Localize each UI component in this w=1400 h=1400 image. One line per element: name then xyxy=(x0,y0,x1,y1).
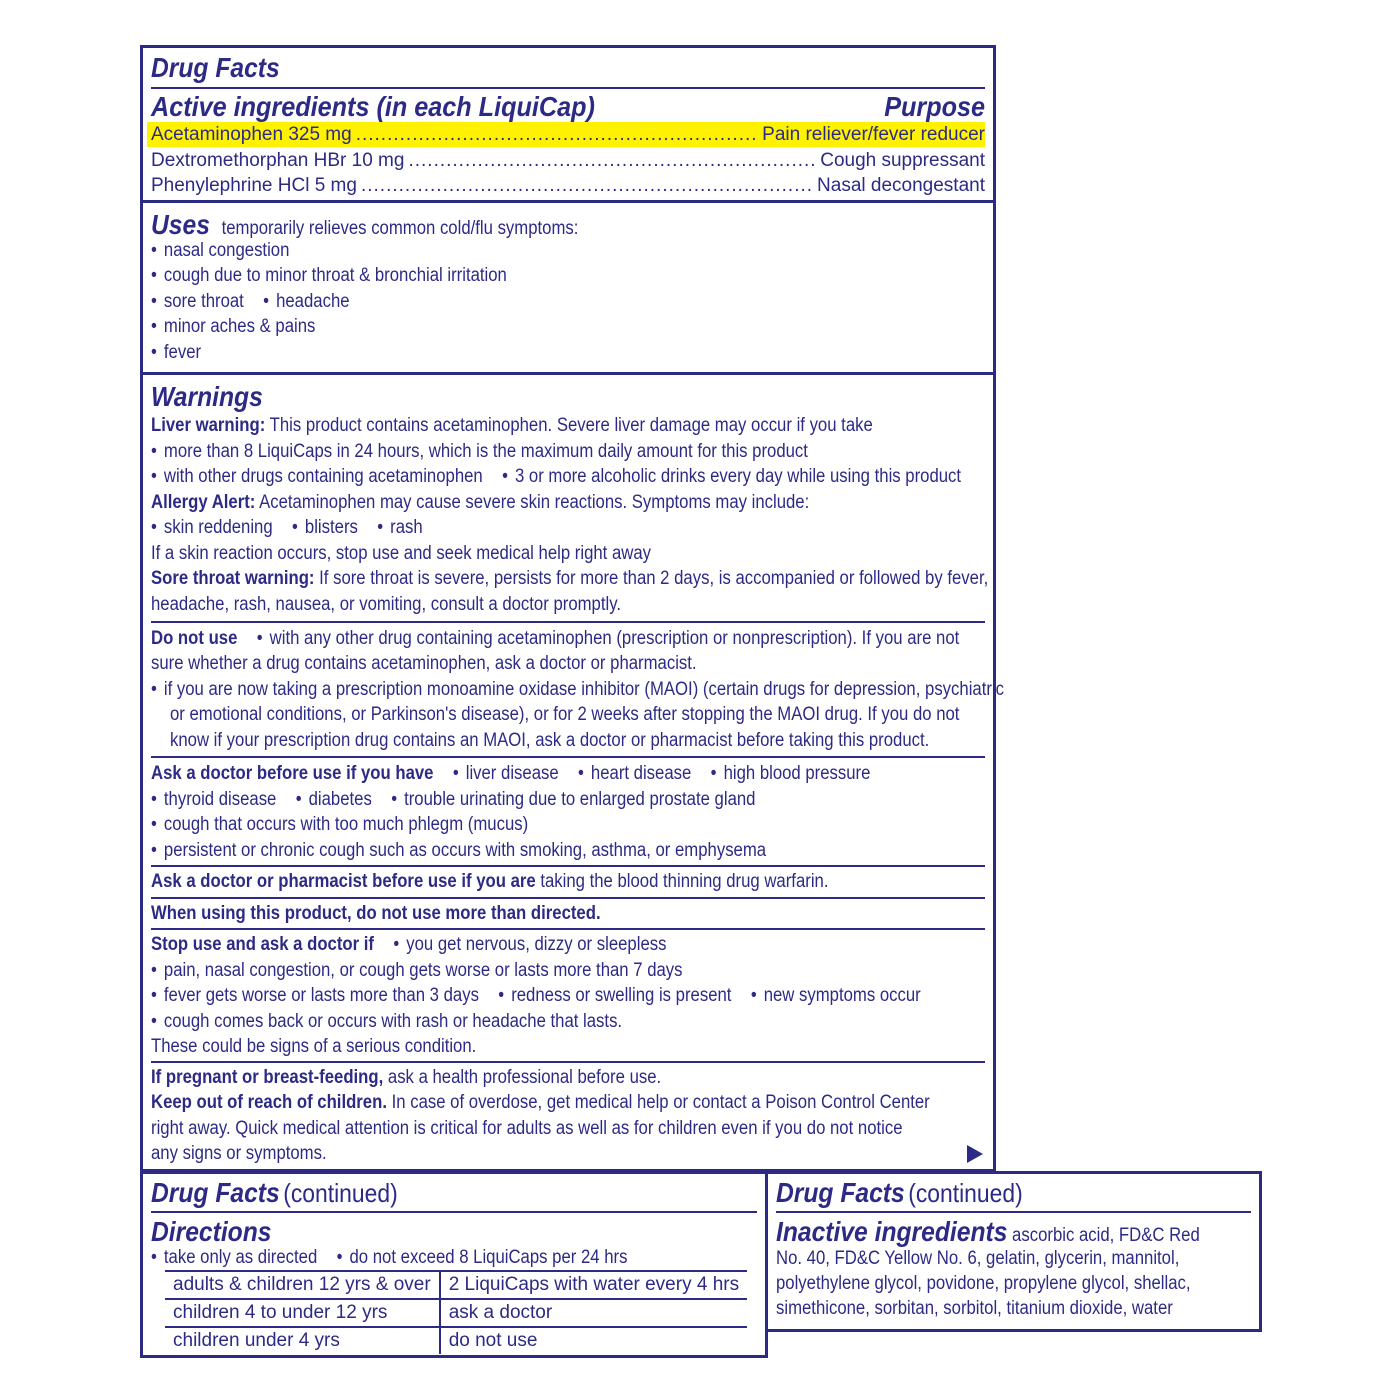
leader-dots xyxy=(361,173,813,198)
triangle-right-icon xyxy=(967,1145,983,1163)
dose-cell: ask a doctor xyxy=(440,1299,747,1327)
condition-item: • persistent or chronic cough such as occurs with smoking, asthma, or emphysema xyxy=(151,838,766,863)
do-not-use-item: • if you are now taking a prescription monoamine oxidase inhibitor (MAOI) (certain drugs for depression, psychiatric xyxy=(151,677,1004,702)
ingredient-purpose: Nasal decongestant xyxy=(817,175,985,196)
allergy-label: Allergy Alert: xyxy=(151,492,256,513)
when-using: When using this product, do not use more than directed. xyxy=(151,903,601,924)
ingredient-row-acetaminophen xyxy=(147,122,985,147)
ask-pharmacist xyxy=(151,869,828,894)
allergy-item: • skin reddening xyxy=(151,517,273,538)
ask-pharmacist-label: Ask a doctor or pharmacist before use if you are xyxy=(151,871,536,892)
liver-item: • with other drugs containing acetaminophen xyxy=(151,466,483,487)
continued-label: (continued) xyxy=(908,1178,1023,1208)
inactive-heading: Inactive ingredients xyxy=(776,1216,1008,1247)
stop-use-row xyxy=(151,932,666,957)
keep-out-text: In case of overdose, get medical help or contact a Poison Control Center xyxy=(391,1092,930,1113)
warnings-heading: Warnings xyxy=(151,381,263,412)
drug-facts-title: Drug Facts xyxy=(151,1177,280,1208)
section-divider xyxy=(143,372,993,375)
pregnancy-label: If pregnant or breast-feeding, xyxy=(151,1067,384,1088)
divider xyxy=(151,865,985,867)
uses-item-row xyxy=(151,289,350,314)
allergy-item: • blisters xyxy=(292,517,358,538)
direction-item: • take only as directed xyxy=(151,1247,317,1268)
ingredient-name: Dextromethorphan HBr 10 mg xyxy=(151,150,405,171)
directions-items xyxy=(151,1245,627,1270)
age-cell: adults & children 12 yrs & over xyxy=(165,1271,440,1299)
allergy-alert xyxy=(151,490,809,515)
uses-heading: Uses xyxy=(151,209,210,240)
directions-heading: Directions xyxy=(151,1216,272,1247)
purpose-heading: Purpose xyxy=(884,91,985,122)
condition-item: • trouble urinating due to enlarged prostate gland xyxy=(391,789,755,810)
uses-item: • fever xyxy=(151,340,201,365)
ingredient-purpose: Pain reliever/fever reducer xyxy=(762,124,985,145)
ask-doctor-row xyxy=(151,761,870,786)
inactive-text: polyethylene glycol, povidone, propylene glycol, shellac, xyxy=(776,1273,1191,1294)
ask-pharmacist-text: taking the blood thinning drug warfarin. xyxy=(540,871,829,892)
age-cell: children under 4 yrs xyxy=(165,1327,440,1354)
stop-item: • cough comes back or occurs with rash or headache that lasts. xyxy=(151,1009,622,1034)
dosing-table xyxy=(165,1270,747,1354)
divider xyxy=(151,621,985,623)
ingredient-row-dextromethorphan xyxy=(151,148,985,173)
do-not-use-cont: sure whether a drug contains acetaminophen, ask a doctor or pharmacist. xyxy=(151,653,697,674)
pregnancy-text: ask a health professional before use. xyxy=(387,1067,662,1088)
divider xyxy=(151,928,985,930)
stop-use-label: Stop use and ask a doctor if xyxy=(151,934,374,955)
divider xyxy=(151,756,985,758)
keep-out-label: Keep out of reach of children. xyxy=(151,1092,387,1113)
section-divider xyxy=(143,200,993,203)
active-ingredients-heading: Active ingredients (in each LiquiCap) xyxy=(151,91,595,122)
uses-item: • headache xyxy=(263,291,349,312)
stop-note: These could be signs of a serious condition. xyxy=(151,1036,477,1057)
allergy-items-row xyxy=(151,515,423,540)
liver-warning xyxy=(151,413,873,438)
allergy-item: • rash xyxy=(377,517,422,538)
table-row xyxy=(165,1271,747,1299)
table-row xyxy=(165,1299,747,1327)
drug-facts-title: Drug Facts xyxy=(776,1177,905,1208)
continued-label: (continued) xyxy=(283,1178,398,1208)
divider xyxy=(776,1211,1251,1213)
stop-item: • fever gets worse or lasts more than 3 days xyxy=(151,985,479,1006)
drug-facts-title: Drug Facts xyxy=(151,52,280,83)
divider xyxy=(151,897,985,899)
liver-warning-text: This product contains acetaminophen. Severe liver damage may occur if you take xyxy=(269,415,873,436)
table-row xyxy=(165,1327,747,1354)
ingredient-row-phenylephrine xyxy=(151,173,985,198)
uses-item: • cough due to minor throat & bronchial irritation xyxy=(151,263,507,288)
uses-item: • sore throat xyxy=(151,291,244,312)
divider xyxy=(151,1211,757,1213)
dose-cell: do not use xyxy=(440,1327,747,1354)
sore-throat-label: Sore throat warning: xyxy=(151,568,315,589)
allergy-text: Acetaminophen may cause severe skin reactions. Symptoms may include: xyxy=(259,492,810,513)
liver-warning-label: Liver warning: xyxy=(151,415,266,436)
condition-item: • cough that occurs with too much phlegm (mucus) xyxy=(151,812,528,837)
pregnancy-warning xyxy=(151,1065,661,1090)
keep-out-reach xyxy=(151,1090,930,1115)
ingredient-purpose: Cough suppressant xyxy=(820,150,985,171)
do-not-use-item: • with any other drug containing acetaminophen (prescription or nonprescription). If you are not xyxy=(257,628,960,649)
stop-item-row xyxy=(151,983,921,1008)
keep-out-text-cont: any signs or symptoms. xyxy=(151,1143,327,1164)
liver-item-row xyxy=(151,464,961,489)
dose-cell: 2 LiquiCaps with water every 4 hrs xyxy=(440,1271,747,1299)
sore-throat-warning xyxy=(151,566,988,591)
stop-item: • new symptoms occur xyxy=(751,985,921,1006)
condition-item: • liver disease xyxy=(453,763,559,784)
sore-throat-text: If sore throat is severe, persists for more than 2 days, is accompanied or followed by fever, xyxy=(319,568,989,589)
liver-item: • 3 or more alcoholic drinks every day while using this product xyxy=(502,466,961,487)
inactive-text: simethicone, sorbitan, sorbitol, titanium dioxide, water xyxy=(776,1298,1173,1319)
ingredient-name: Phenylephrine HCl 5 mg xyxy=(151,175,357,196)
inactive-ingredients-panel xyxy=(765,1171,1262,1332)
leader-dots xyxy=(356,122,758,147)
condition-item: • thyroid disease xyxy=(151,789,276,810)
continued-title xyxy=(151,1178,398,1212)
ingredient-name: Acetaminophen 325 mg xyxy=(151,124,352,145)
active-ingredients-header xyxy=(151,89,985,125)
sore-throat-text-cont: headache, rash, nausea, or vomiting, consult a doctor promptly. xyxy=(151,594,621,615)
inactive-text: No. 40, FD&C Yellow No. 6, gelatin, glycerin, mannitol, xyxy=(776,1248,1180,1269)
keep-out-text-cont: right away. Quick medical attention is critical for adults as well as for children even if you do not notice xyxy=(151,1118,903,1139)
do-not-use-cont: know if your prescription drug contains an MAOI, ask a doctor or pharmacist before taking this product. xyxy=(170,730,930,751)
do-not-use-cont: or emotional conditions, or Parkinson's disease), or for 2 weeks after stopping the MAOI drug. If you do not xyxy=(170,704,960,725)
stop-item: • redness or swelling is present xyxy=(498,985,731,1006)
leader-dots xyxy=(408,148,816,173)
inactive-text: ascorbic acid, FD&C Red xyxy=(1012,1225,1200,1246)
condition-item: • high blood pressure xyxy=(711,763,871,784)
condition-item: • heart disease xyxy=(578,763,691,784)
ask-doctor-row xyxy=(151,787,755,812)
uses-item: • minor aches & pains xyxy=(151,314,315,339)
do-not-use xyxy=(151,626,959,651)
continued-title xyxy=(776,1178,1023,1212)
directions-panel xyxy=(140,1171,768,1358)
stop-item: • pain, nasal congestion, or cough gets worse or lasts more than 7 days xyxy=(151,958,683,983)
uses-intro: temporarily relieves common cold/flu symptoms: xyxy=(221,218,579,239)
ask-doctor-label: Ask a doctor before use if you have xyxy=(151,763,434,784)
age-cell: children 4 to under 12 yrs xyxy=(165,1299,440,1327)
direction-item: • do not exceed 8 LiquiCaps per 24 hrs xyxy=(337,1247,628,1268)
drug-facts-panel xyxy=(140,45,1005,1172)
uses-item: • nasal congestion xyxy=(151,238,289,263)
divider xyxy=(151,1061,985,1063)
allergy-note: If a skin reaction occurs, stop use and seek medical help right away xyxy=(151,543,652,564)
stop-item: • you get nervous, dizzy or sleepless xyxy=(393,934,666,955)
liver-item: • more than 8 LiquiCaps in 24 hours, which is the maximum daily amount for this product xyxy=(151,439,808,464)
condition-item: • diabetes xyxy=(296,789,372,810)
do-not-use-label: Do not use xyxy=(151,628,238,649)
